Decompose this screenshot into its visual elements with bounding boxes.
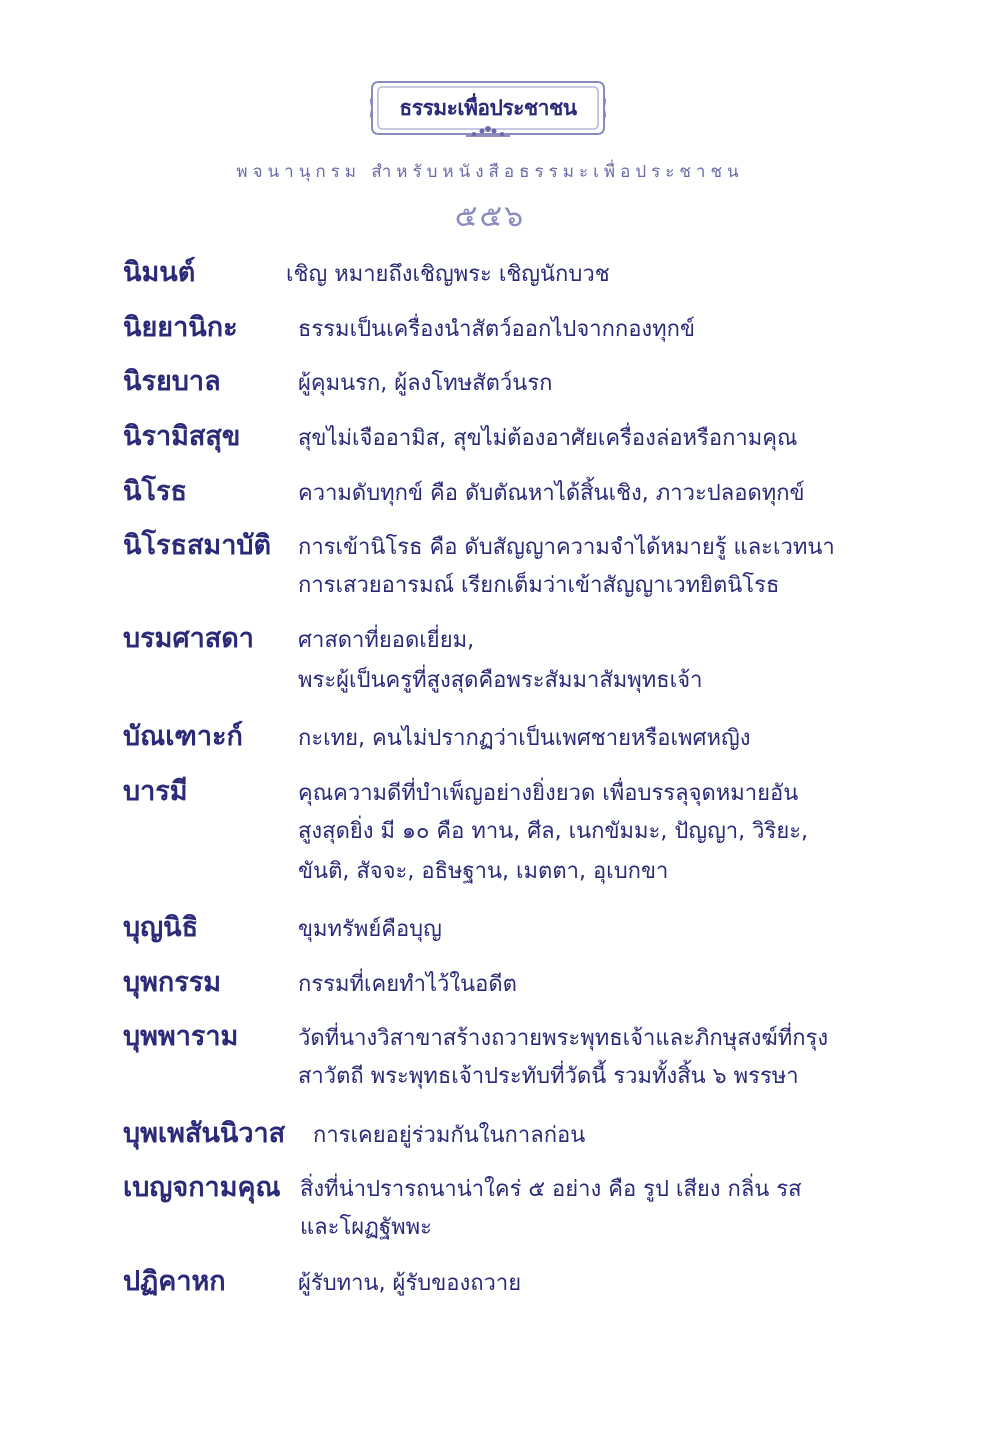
entry-definition-line: สิ่งที่น่าปรารถนาน่าใคร่ ๕ อย่าง คือ รูป เสียง กลิ่น รส bbox=[300, 1177, 802, 1202]
entry-definition-line: ผู้รับทาน, ผู้รับของถวาย bbox=[298, 1271, 522, 1296]
entry-definition-line: คุณความดีที่บำเพ็ญอย่างยิ่งยวด เพื่อบรรลุจุดหมายอัน bbox=[298, 781, 799, 806]
entry-definition-line: ขันติ, สัจจะ, อธิษฐาน, เมตตา, อุเบกขา bbox=[298, 859, 669, 884]
entry-definition-line: ขุมทรัพย์คือบุญ bbox=[298, 917, 442, 942]
entry-definition-line: สุขไม่เจืออามิส, สุขไม่ต้องอาศัยเครื่องล่อหรือกามคุณ bbox=[298, 426, 798, 451]
entry-definition-line: ผู้คุมนรก, ผู้ลงโทษสัตว์นรก bbox=[298, 371, 553, 396]
entry-term: นิรยบาล bbox=[123, 366, 221, 397]
entry-term: บุพเพสันนิวาส bbox=[123, 1118, 286, 1149]
entry-term: บรมศาสดา bbox=[123, 623, 254, 654]
logo-text: ธรรมะเพื่อประชาชน bbox=[399, 96, 577, 120]
entry-definition-line: สาวัตถี พระพุทธเจ้าประทับที่วัดนี้ รวมทั้งสิ้น ๖ พรรษา bbox=[298, 1064, 799, 1089]
entry-term: บุพพาราม bbox=[123, 1021, 239, 1052]
entry-definition-line: การเคยอยู่ร่วมกันในกาลก่อน bbox=[313, 1123, 586, 1148]
entry-term: นิโรธสมาบัติ bbox=[123, 530, 272, 561]
entry-definition-line: การเสวยอารมณ์ เรียกเต็มว่าเข้าสัญญาเวทยิตนิโรธ bbox=[298, 573, 780, 598]
entry-term: ปฏิคาหก bbox=[123, 1266, 226, 1297]
publication-logo bbox=[370, 78, 606, 148]
entry-term: นิรามิสสุข bbox=[123, 421, 241, 452]
entry-definition-line: กะเทย, คนไม่ปรากฏว่าเป็นเพศชายหรือเพศหญิง bbox=[298, 726, 751, 751]
entry-definition-line: วัดที่นางวิสาขาสร้างถวายพระพุทธเจ้าและภิกษุสงฆ์ที่กรุง bbox=[298, 1026, 829, 1051]
entry-definition-line: การเข้านิโรธ คือ ดับสัญญาความจำได้หมายรู้ และเวทนา bbox=[298, 535, 835, 560]
entry-term: นิยยานิกะ bbox=[123, 312, 238, 343]
entry-term: บัณเฑาะก์ bbox=[123, 721, 243, 752]
entry-definition-line: ความดับทุกข์ คือ ดับตัณหาได้สิ้นเชิง, ภาวะปลอดทุกข์ bbox=[298, 481, 805, 506]
entry-definition-line: ศาสดาที่ยอดเยี่ยม, bbox=[298, 628, 475, 653]
running-header: พจนานุกรม สำหรับหนังสือธรรมะเพื่อประชาชน bbox=[236, 162, 744, 182]
entry-term: บารมี bbox=[123, 776, 188, 807]
entry-definition-line: เชิญ หมายถึงเชิญพระ เชิญนักบวช bbox=[286, 262, 610, 287]
entry-term: นิโรธ bbox=[123, 476, 187, 507]
entry-term: บุพกรรม bbox=[123, 967, 222, 998]
entry-definition-line: กรรมที่เคยทำไว้ในอดีต bbox=[298, 972, 517, 997]
entry-definition-line: พระผู้เป็นครูที่สูงสุดคือพระสัมมาสัมพุทธเจ้า bbox=[298, 668, 703, 693]
entry-term: บุญนิธิ bbox=[123, 912, 199, 943]
entry-definition-line: และโผฏฐัพพะ bbox=[300, 1215, 432, 1240]
page-number: ๕๕๖ bbox=[454, 199, 526, 234]
entry-definition-line: ธรรมเป็นเครื่องนำสัตว์ออกไปจากกองทุกข์ bbox=[298, 317, 696, 342]
entry-definition-line: สูงสุดยิ่ง มี ๑๐ คือ ทาน, ศีล, เนกขัมมะ, ปัญญา, วิริยะ, bbox=[298, 819, 809, 844]
entry-term: นิมนต์ bbox=[123, 257, 196, 288]
entry-term: เบญจกามคุณ bbox=[123, 1172, 281, 1203]
